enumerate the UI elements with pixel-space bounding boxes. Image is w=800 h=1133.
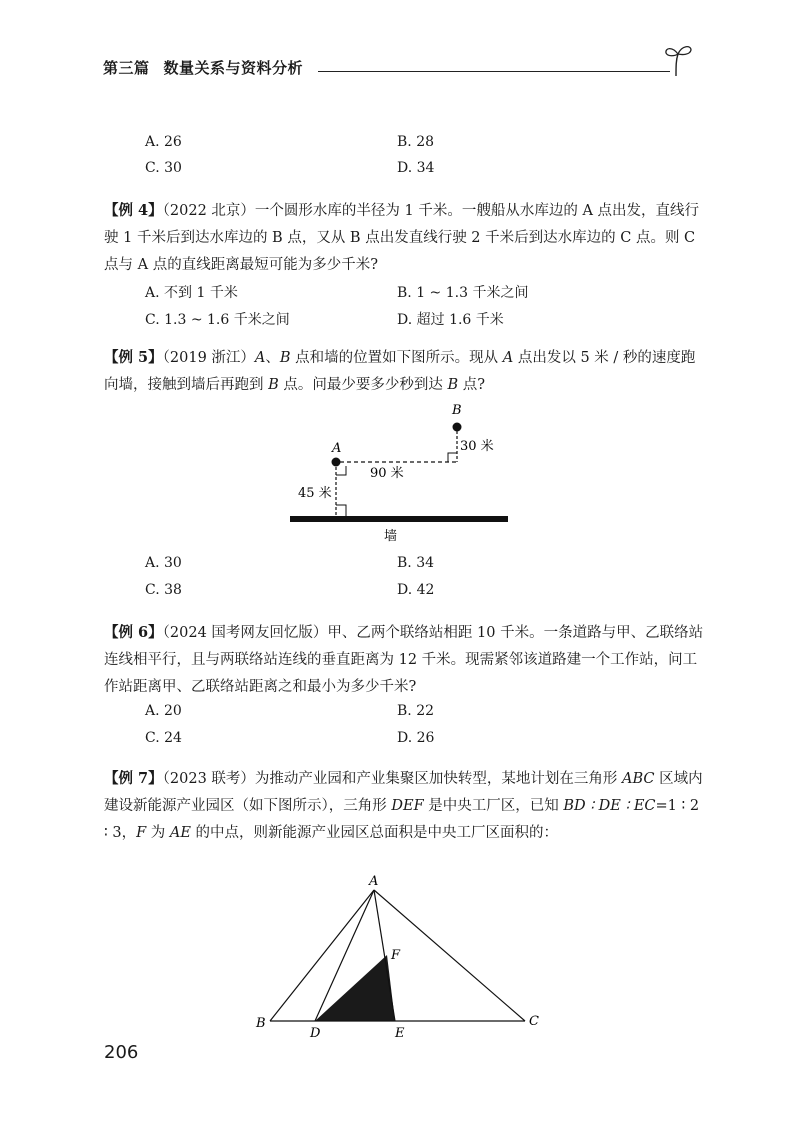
header-rule [318, 71, 670, 72]
triangle-def-ref: DEF [391, 798, 424, 814]
example-5-option-a: A. 30 [145, 555, 182, 571]
label-30m: 30 米 [460, 439, 494, 454]
running-header [103, 57, 303, 78]
point-a-ref: A [254, 350, 266, 366]
text-seg: =1 ∶ 2 ∶ 3， [104, 798, 700, 841]
example-6-body: （2024 国考网友回忆版）甲、乙两个联络站相距 10 千米。一条道路与甲、乙联络站连线相平行，且与两联络站连线的垂直距离为 12 千米。现需紧邻该道路建一个工作站，问工作站距离甲、乙联络站距离之和最小为多少千米? [104, 625, 704, 695]
example-7-text [104, 765, 704, 847]
prev-option-c: C. 30 [145, 160, 182, 176]
text-seg: 点? [458, 377, 486, 393]
example-4-option-c: C. 1.3 ~ 1.6 千米之间 [145, 312, 290, 328]
right-angle-wall [336, 505, 346, 516]
wall-bar [290, 516, 508, 522]
header-part: 第三篇 [103, 59, 150, 77]
label-45m: 45 米 [298, 486, 332, 501]
example-5-text [104, 344, 704, 399]
point-b-ref: B [268, 377, 279, 393]
ratio-ref: BD ∶ DE ∶ EC [563, 798, 656, 814]
triangle-diagram [250, 870, 550, 1040]
text-seg: 是中央工厂区，已知 [423, 798, 564, 814]
triangle-def [315, 955, 395, 1021]
text-seg: 区域内建设新能源产业园区（如下图所示），三角形 [104, 771, 703, 814]
point-a-ref: A [502, 350, 514, 366]
label-wall: 墙 [384, 529, 398, 544]
label-90m: 90 米 [370, 466, 404, 481]
label-c: C [529, 1014, 539, 1029]
text-seg: 、 [265, 350, 280, 366]
example-6-tag: 【例 6】 [104, 624, 163, 641]
right-angle-b [448, 453, 457, 462]
example-5-option-d: D. 42 [397, 582, 435, 598]
header-title: 数量关系与资料分析 [163, 59, 304, 77]
label-f: F [391, 948, 401, 963]
example-4-option-d: D. 超过 1.6 千米 [397, 312, 504, 328]
point-b-dot [453, 423, 462, 432]
example-6-text [104, 619, 704, 701]
sprout-icon [664, 42, 694, 78]
label-e: E [395, 1026, 405, 1040]
example-7-tag: 【例 7】 [104, 770, 163, 787]
label-d: D [310, 1026, 321, 1040]
text-seg: 点。问最少要多少秒到达 [278, 377, 448, 393]
triangle-abc-ref: ABC [622, 771, 655, 787]
example-4-option-b: B. 1 ~ 1.3 千米之间 [397, 285, 529, 301]
example-4-text [104, 197, 704, 279]
label-a: A [369, 874, 379, 889]
point-f-ref: F [136, 825, 147, 841]
page-number: 206 [104, 1042, 139, 1063]
label-point-a: A [332, 441, 342, 456]
text-seg: 点出发以 5 米 / 秒的速度跑向墙，接触到墙后再跑到 [104, 350, 696, 393]
right-angle-a [336, 466, 346, 475]
example-4-tag: 【例 4】 [104, 202, 163, 219]
prev-option-b: B. 28 [397, 134, 435, 150]
text-seg: 点和墙的位置如下图所示。现从 [290, 350, 503, 366]
example-6-option-d: D. 26 [397, 730, 435, 746]
text-seg: 为 [146, 825, 170, 841]
point-b-ref: B [447, 377, 459, 393]
prev-option-d: D. 34 [397, 160, 435, 176]
example-6-option-b: B. 22 [397, 703, 435, 719]
label-b: B [256, 1016, 266, 1031]
label-point-b: B [452, 403, 462, 418]
example-4-body: （2022 北京）一个圆形水库的半径为 1 千米。一艘船从水库边的 A 点出发，直线行驶 1 千米后到达水库边的 B 点，又从 B 点出发直线行驶 2 千米后到达水库边的 C 点。则 C 点与 A 点的直线距离最短可能为多少千米? [104, 203, 700, 273]
example-5-tag: 【例 5】 [104, 349, 163, 366]
segment-ae-ref: AE [169, 825, 191, 841]
example-5-option-c: C. 38 [145, 582, 182, 598]
point-b-ref: B [279, 350, 291, 366]
point-a-dot [332, 458, 341, 467]
text-seg: 的中点，则新能源产业园区总面积是中央工厂区面积的： [190, 825, 559, 841]
example-5-option-b: B. 34 [397, 555, 435, 571]
example-5-body: （2019 浙江） [162, 350, 255, 366]
example-7-body: （2023 联考）为推动产业园和产业集聚区加快转型，某地计划在三角形 [162, 771, 623, 787]
example-6-option-a: A. 20 [145, 703, 182, 719]
example-4-option-a: A. 不到 1 千米 [145, 285, 238, 301]
example-6-option-c: C. 24 [145, 730, 182, 746]
prev-option-a: A. 26 [145, 134, 182, 150]
wall-diagram [280, 400, 520, 550]
